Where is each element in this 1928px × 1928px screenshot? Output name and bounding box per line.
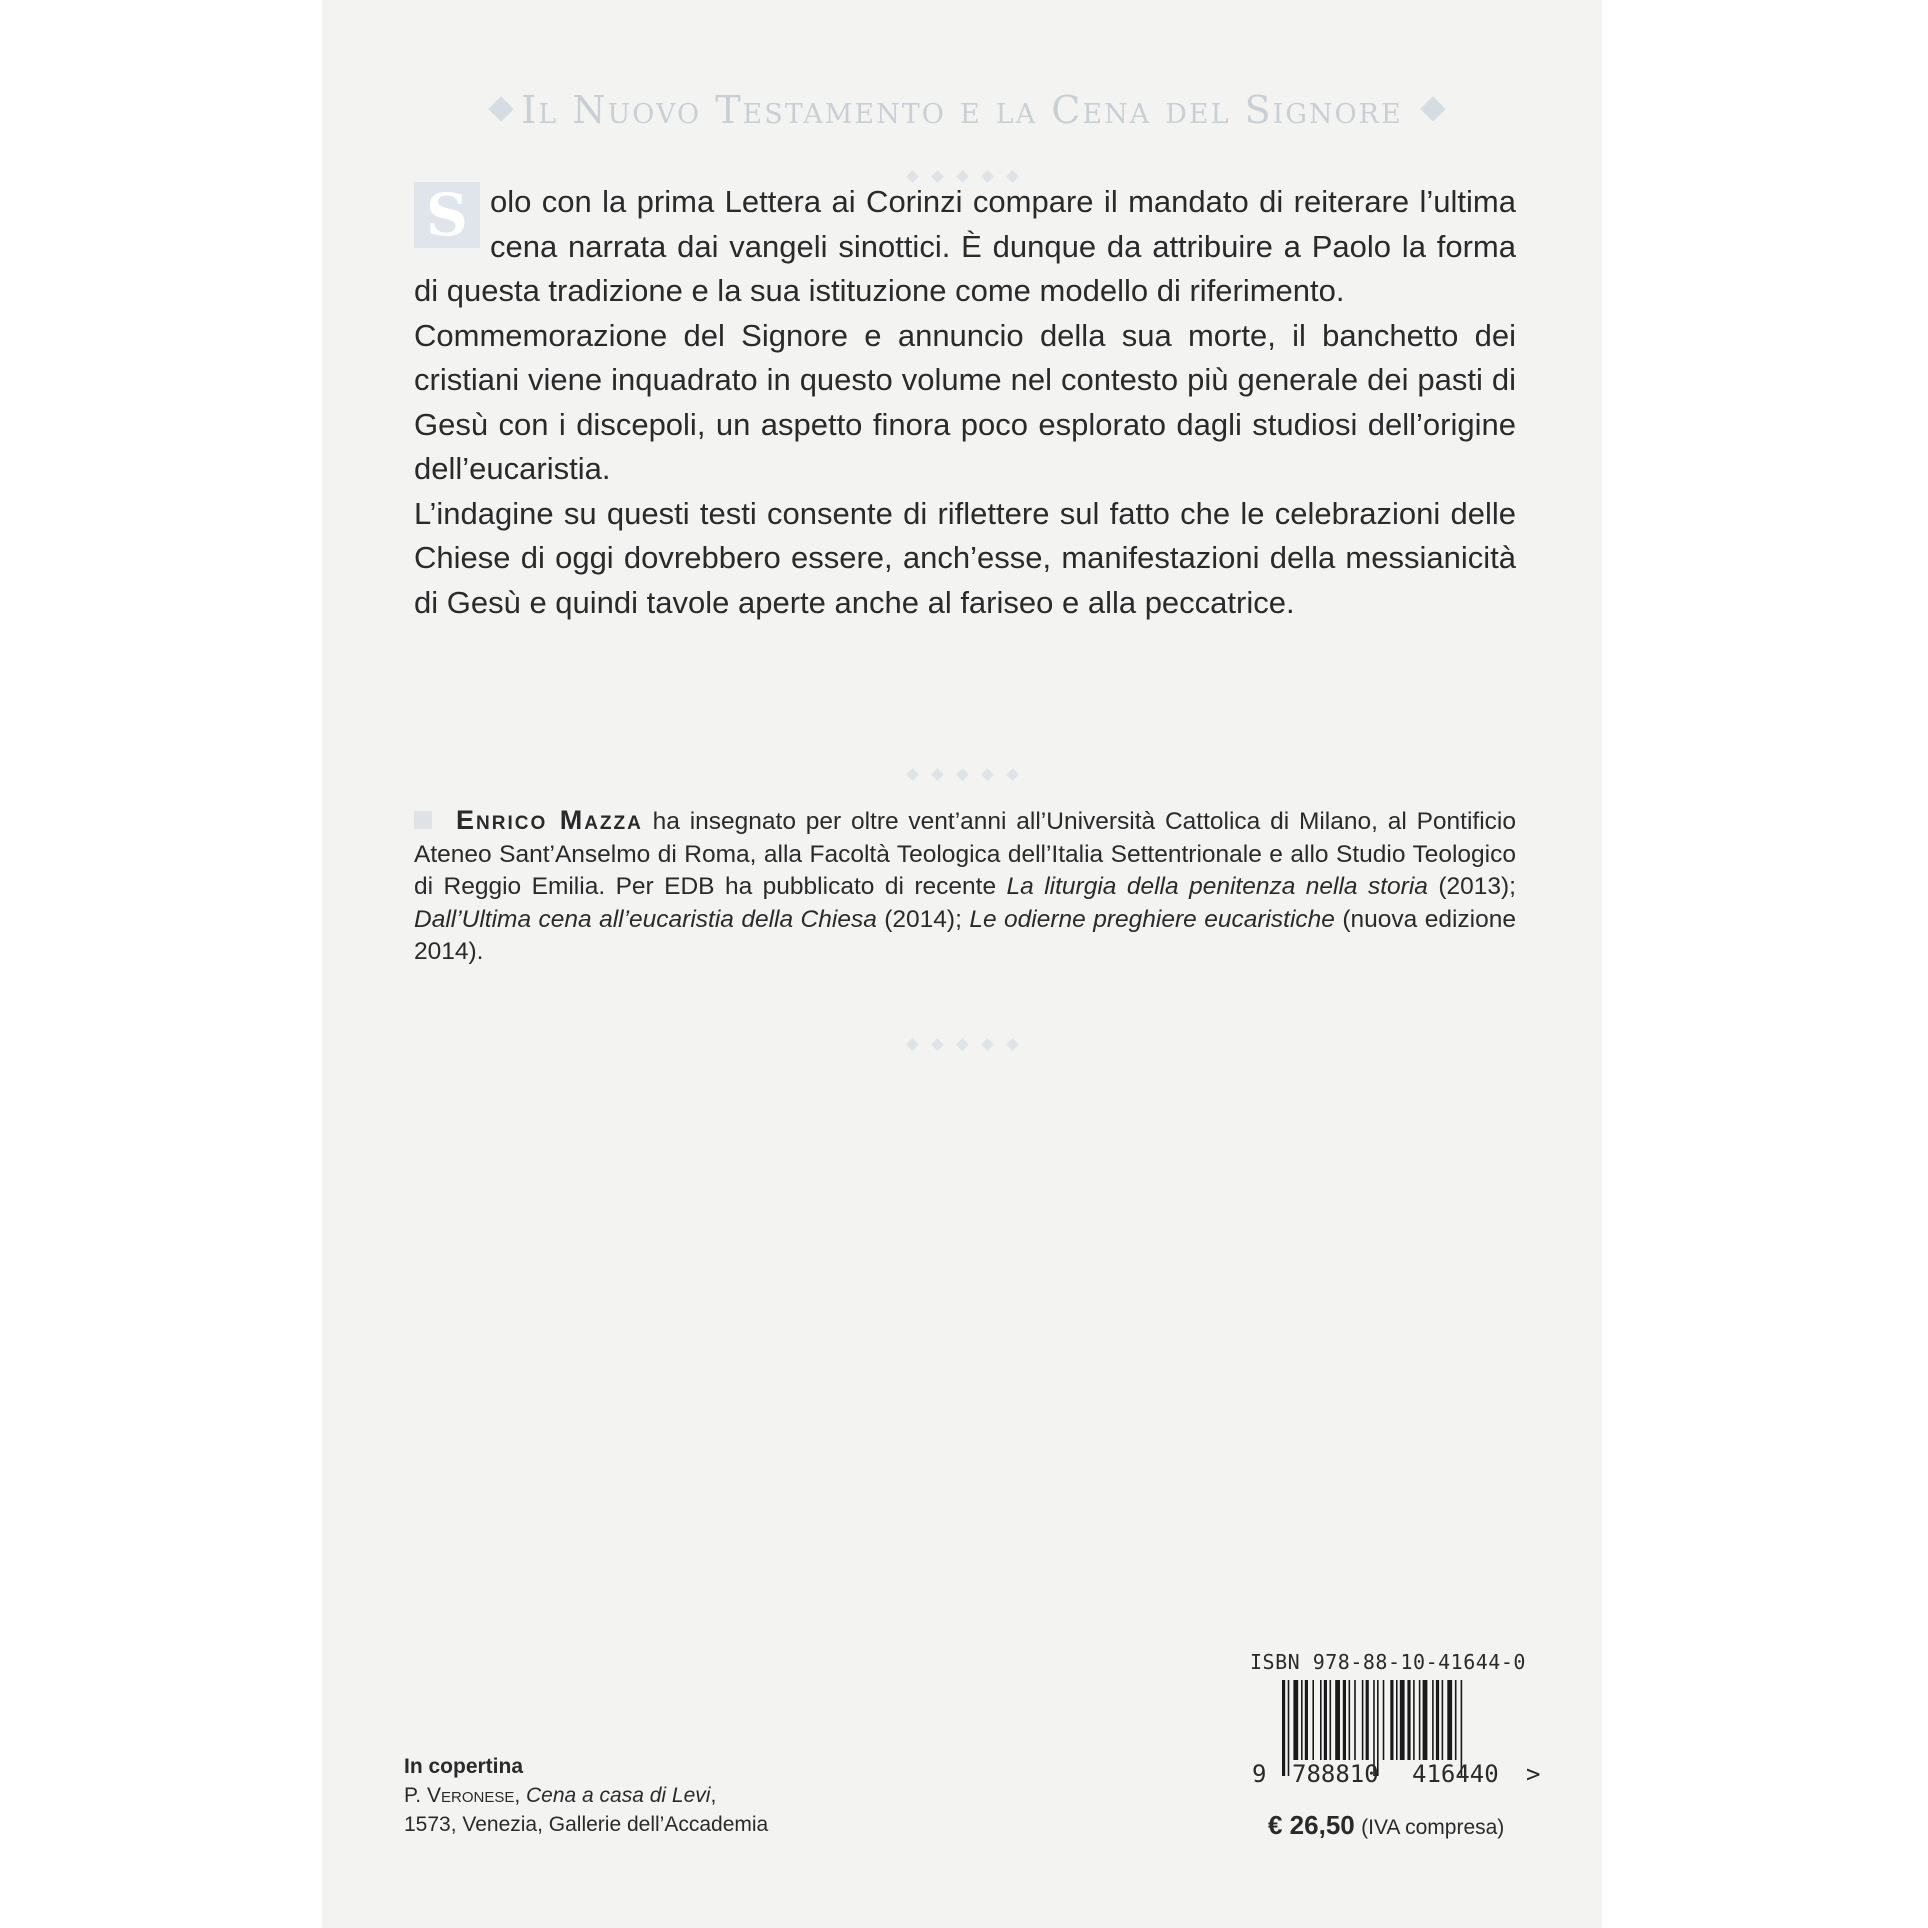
header [322,88,1602,138]
bio-text: (2014); [876,905,970,933]
barcode-end-mark: > [1526,1760,1541,1788]
separator: , [514,1784,526,1807]
barcode-digits-right: 416440 [1412,1760,1499,1788]
bio-text: (nuova edizione 2014). [414,905,1517,965]
dot-icon [1006,1038,1019,1051]
series-title: Il Nuovo Testamento e la Cena del Signore [521,88,1403,132]
book-back-cover [322,0,1602,1928]
price-value: € 26,50 [1268,1810,1355,1840]
separator: , [710,1784,717,1807]
blurb [414,180,1516,625]
barcode-digit: 9 [1252,1760,1267,1788]
blurb-text: olo con la prima Lettera ai Corinzi compare il mandato di reiterare l’ultima cena narrata dai vangeli sinottici. È dunque da attribuire a Paolo la forma di questa tradizione e la sua istituzione come modello di riferimento. [414,184,1516,308]
dot-divider [322,770,1602,779]
author-bio [414,804,1516,969]
dot-icon [906,768,919,781]
bio-text: ha insegnato per oltre vent’anni all’Università Cattolica di Milano, al Pontificio Ateneo Sant’Anselmo di Roma, alla Facoltà Teologica dell’Italia Settentrionale e allo Studio Teologico di Reggio Emilia. Per EDB ha pubblicato di recente [414,808,1516,900]
blurb-paragraph: L’indagine su questi testi consente di riflettere sul fatto che le celebrazioni delle Chiese di oggi dovrebbero essere, anch’esse, manifestazioni della messianicità di Gesù e quindi tavole aperte anche al fariseo e alla peccatrice. [414,495,1516,620]
author-name: Enrico Mazza [456,805,643,835]
barcode-digits-left: 788810 [1292,1760,1379,1788]
cover-credit-label: In copertina [404,1755,524,1778]
blurb-paragraph: Commemorazione del Signore e annuncio della sua morte, il banchetto dei cristiani viene inquadrato in questo volume nel contesto più generale dei pasti di Gesù con i discepoli, un aspetto finora poco esplorato dagli studiosi dell’origine dell’eucaristia. [414,317,1516,486]
painting-title: Cena a casa di Levi [526,1784,711,1807]
dot-icon [956,1038,969,1051]
dot-icon [931,768,944,781]
book-title: La liturgia della penitenza nella storia [1006,873,1428,900]
dot-icon [1006,768,1019,781]
painter-name: P. Veronese [404,1784,515,1807]
dot-icon [981,1038,994,1051]
square-bullet-icon [414,811,432,829]
dot-icon [981,768,994,781]
dot-icon [906,1038,919,1051]
dot-icon [931,1038,944,1051]
price [1268,1810,1504,1841]
dot-divider [322,1040,1602,1049]
drop-cap: S [414,182,480,248]
cover-credit [404,1752,768,1839]
isbn-label: ISBN 978-88-10-41644-0 [1250,1650,1526,1674]
dot-icon [956,768,969,781]
price-note: (IVA compresa) [1361,1816,1505,1839]
bio-text: (2013); [1427,873,1516,900]
cover-credit-details: 1573, Venezia, Gallerie dell’Accademia [404,1813,769,1836]
blurb-paragraph [414,180,1516,314]
cover-credit-line [404,1781,768,1810]
book-title: Le odierne preghiere eucaristiche [969,905,1335,933]
book-title: Dall’Ultima cena all’eucaristia della Chiesa [414,905,877,933]
